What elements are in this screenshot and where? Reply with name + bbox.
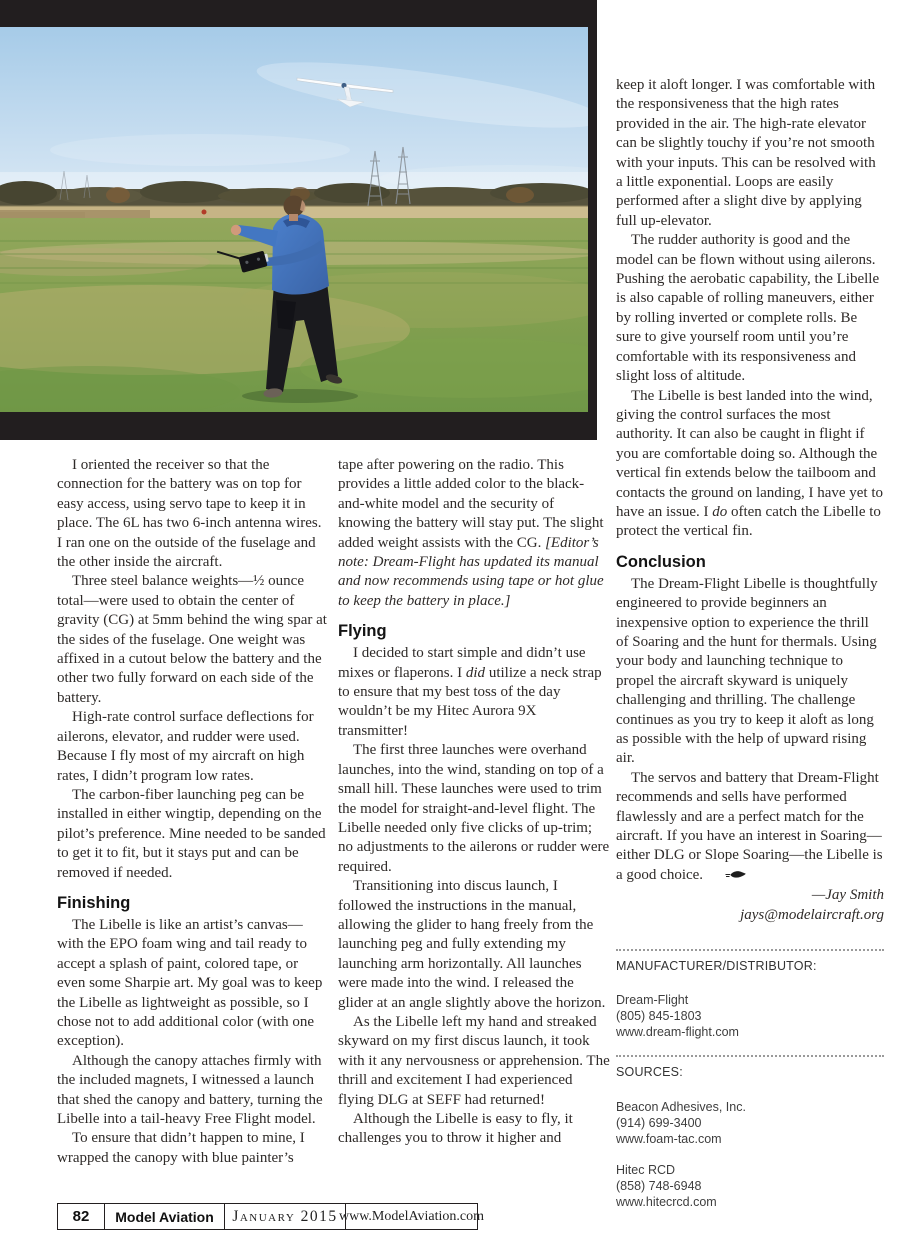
paragraph: Three steel balance weights—½ ounce total—were used to obtain the center of gravity (CG) at 5mm behind the wing spar at the sides of the fuselage. One weight was affixed in a cutout below the battery and the other two fully forward on each side of the battery.: [57, 573, 327, 706]
column-2: [338, 456, 610, 1149]
paragraph: [616, 769, 884, 886]
issue-date: January 2015: [224, 1204, 345, 1229]
sources-label: SOURCES:: [616, 1065, 683, 1080]
paragraph: To ensure that didn’t happen to mine, I wrapped the canopy with blue painter’s: [57, 1130, 305, 1166]
dotted-divider: [616, 1055, 884, 1057]
paragraph: High-rate control surface deflections for ailerons, elevator, and rudder were used. Because I fly most of my aircraft on high rates, I didn’t program low rates.: [57, 709, 314, 784]
paragraph-text: I decided to start simple and didn’t use mixes or flaperons. I: [338, 645, 586, 681]
column-1: [57, 456, 329, 1168]
manufacturer-name: Dream-Flight: [616, 993, 689, 1008]
emphasis-word: do: [712, 503, 728, 520]
paragraph: [338, 644, 610, 741]
paragraph: keep it aloft longer. I was comfortable with the responsiveness that the high rates provided in the air. The high-rate elevator can be slightly touchy if you’re not smooth with your inputs. This can be resolved with a little exponential. Loops are easily performed after a slight dive by applying full up-elevator.: [616, 77, 876, 229]
source-phone: (914) 699-3400: [616, 1115, 702, 1130]
author-byline: —Jay Smith: [811, 887, 884, 904]
paragraph-text: utilize a neck strap to ensure that my best toss of the day wouldn’t be my Hitec Aurora 9X transmitter!: [338, 664, 602, 739]
section-heading-conclusion: Conclusion: [616, 552, 706, 571]
paragraph: The first three launches were overhand launches, into the wind, standing on top of a small hill. These launches were used to trim the model for straight-and-level flight. The Libelle needed only five clicks of up-trim; no adjustments to the ailerons or rudder were required.: [338, 742, 610, 875]
emphasis-word: did: [465, 664, 486, 681]
paragraph: The Libelle is like an artist’s canvas—with the EPO foam wing and tail ready to accept a splash of paint, colored tape, or even some Sharpie art. My goal was to keep the Libelle as lightweight as possible, so I chose not to add additional color (with one exception).: [57, 916, 323, 1050]
page-footer: [57, 1203, 485, 1230]
paragraph: The rudder authority is good and the model can be flown without using ailerons. Pushing the aerobatic capability, the Libelle is also capable of rolling maneuvers, either by rolling inverted or complete rolls. Be sure to give yourself room until you’re comfortable with its responsiveness and slight loss of altitude.: [616, 232, 880, 385]
paragraph-text: The Libelle is best landed into the wind, giving the control surfaces the most authority. It can also be caught in flight if you are comfortable doing so. Although the vertical fin extends below the tailboom and contacts the ground on landing, I have yet to have an issue. I: [616, 387, 884, 520]
manufacturer-label: MANUFACTURER/DISTRIBUTOR:: [616, 959, 817, 974]
manufacturer-contact: [616, 992, 884, 1040]
magazine-website: www.ModelAviation.com: [345, 1204, 477, 1229]
paragraph: Although the Libelle is easy to fly, it challenges you to throw it higher and: [338, 1111, 573, 1147]
source-website: www.foam-tac.com: [616, 1131, 722, 1146]
paragraph: I oriented the receiver so that the connection for the battery was on top for easy access, using servo tape to keep it in place. The 6L has two 6-inch antenna wires. I ran one on the outside of the fuselage and the other inside the aircraft.: [57, 457, 322, 571]
author-email: jays@modelaircraft.org: [740, 906, 884, 923]
paragraph-text: often catch the Libelle to protect the vertical fin.: [616, 503, 881, 540]
source-contact: [616, 1162, 884, 1210]
source-name: Beacon Adhesives, Inc.: [616, 1099, 746, 1114]
editors-note: [Editor’s note: Dream-Flight has updated its manual and now recommends using tape or hot glue to keep the battery in place.]: [338, 534, 604, 609]
paragraph: [338, 456, 610, 611]
manufacturer-phone: (805) 845-1803: [616, 1009, 702, 1024]
paragraph: The Dream-Flight Libelle is thoughtfully engineered to provide beginners an inexpensive option to experience the thrill of Soaring and the hunt for thermals. Using your body and launching technique to propel the aircraft skyward is uniquely challenging and thrilling. The challenge continues as you try to keep it aloft as long as possible with the help of upward rising air.: [616, 575, 878, 767]
source-phone: (858) 748-6948: [616, 1178, 702, 1193]
page-number: 82: [72, 1208, 90, 1225]
source-website: www.hitecrcd.com: [616, 1194, 717, 1209]
field-launch-photo-illustration: [0, 0, 597, 440]
article-photo: [0, 0, 597, 440]
section-heading-finishing: Finishing: [57, 893, 131, 912]
paragraph: The carbon-fiber launching peg can be installed in either wingtip, depending on the pilot’s preference. Mine needed to be sanded to get it to fit, but it stays put and can be removed if needed.: [57, 786, 326, 881]
source-contact: [616, 1099, 884, 1147]
magazine-title: Model Aviation: [104, 1204, 224, 1229]
column-3: [616, 76, 884, 1225]
section-heading-flying: Flying: [338, 622, 387, 641]
manufacturer-website: www.dream-flight.com: [616, 1025, 739, 1040]
paragraph: Although the canopy attaches firmly with the included magnets, I witnessed a launch that shed the canopy and battery, turning the Libelle into a tail-heavy Free Flight model.: [57, 1052, 323, 1127]
paragraph: Transitioning into discus launch, I followed the instructions in the manual, allowing the glider to hang freely from the launching peg and fully extending my launching arm horizontally. All launches were made into the wind. I released the glider at an angle slightly above the horizon.: [338, 878, 606, 1011]
paragraph-text: The servos and battery that Dream-Flight recommends and sells have performed flawlessly and are a perfect match for the aircraft. If you have an interest in Soaring—either DLG or Slope Soaring—the Libelle is a good choice.: [616, 769, 883, 883]
colophon: [616, 949, 884, 1210]
paragraph: [616, 387, 884, 542]
dotted-divider: [616, 949, 884, 951]
source-name: Hitec RCD: [616, 1162, 676, 1177]
paragraph: As the Libelle left my hand and streaked skyward on my first discus launch, it took with it any nervousness or apprehension. The thrill and excitement I had experienced flying DLG at SEFF had returned!: [338, 1013, 610, 1108]
end-of-article-plane-icon: [710, 867, 746, 886]
red-marker-dot: [202, 210, 207, 215]
paragraph-text: tape after powering on the radio. This provides a little added color to the black-and-white model and the security of knowing the battery will stay put. The slight added weight assists with the CG.: [338, 457, 604, 551]
